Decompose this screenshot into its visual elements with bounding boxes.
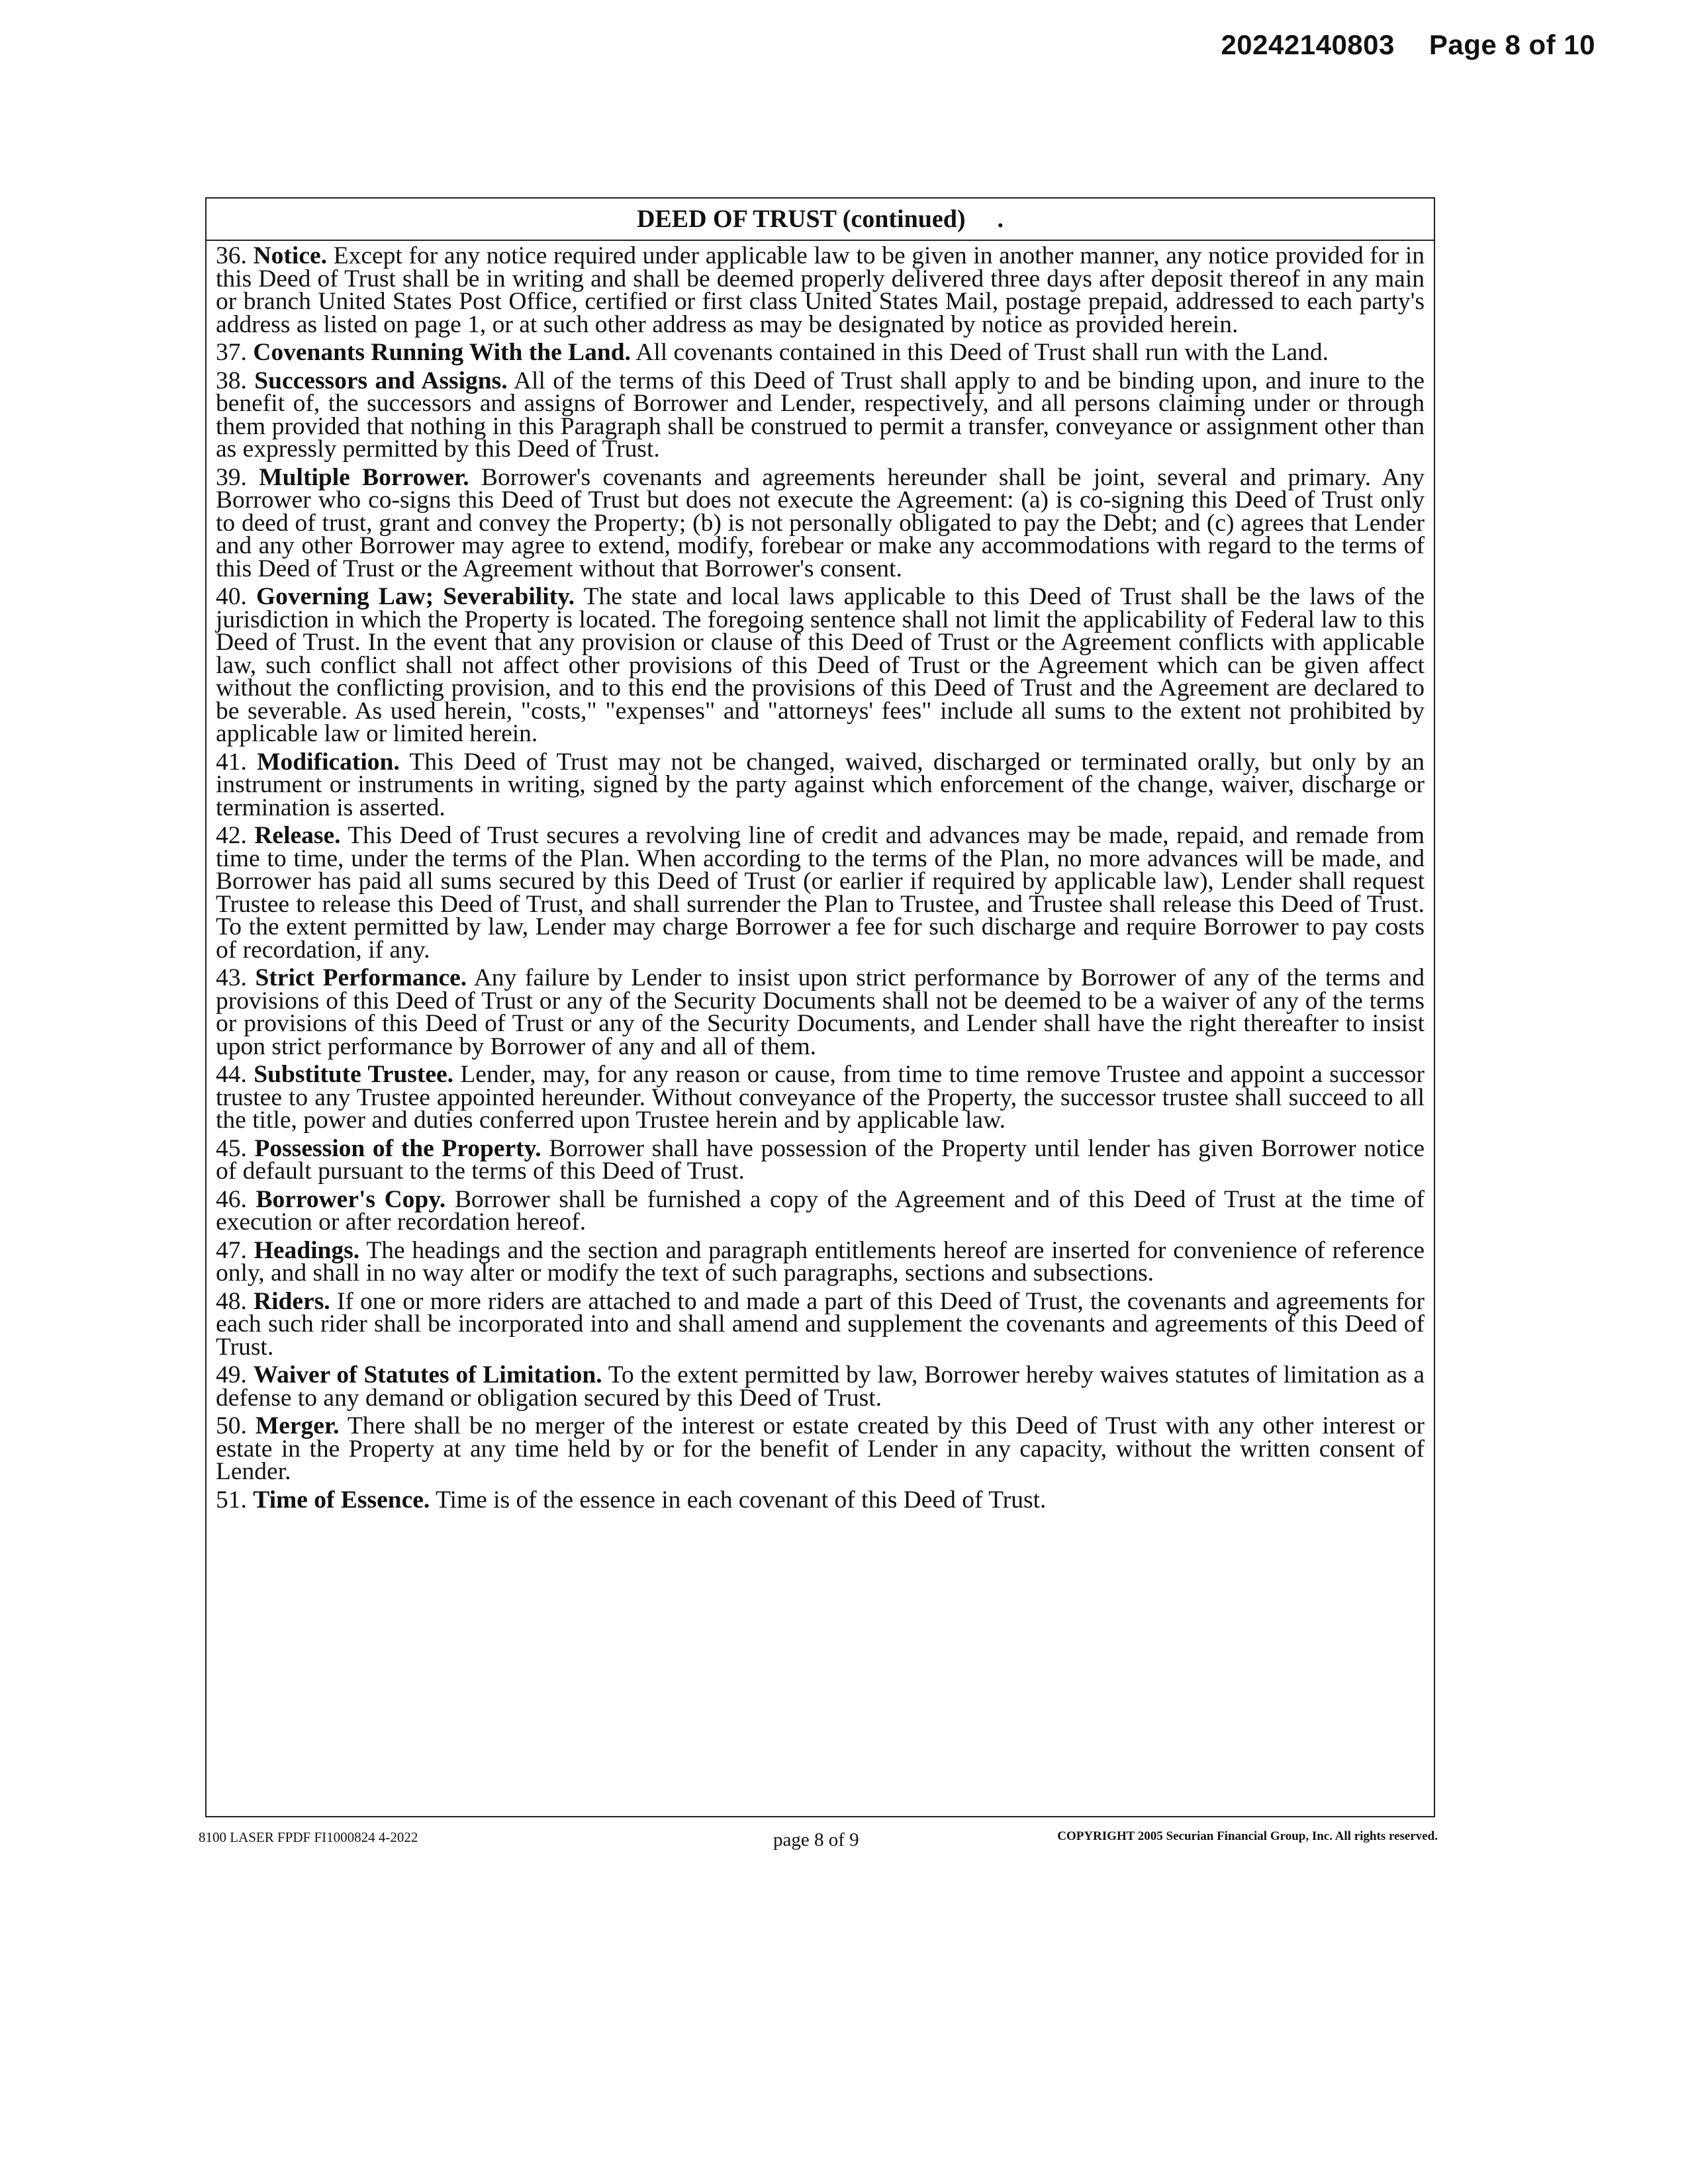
paragraph-number: 42.	[216, 822, 247, 849]
paragraph-text: There shall be no merger of the interest or estate created by this Deed of Trust with any other interest or estate in the Property at any time held by or for the benefit of Lender in any capacity, without the written consent of Lender.	[216, 1412, 1425, 1485]
paragraph-number: 41.	[216, 748, 247, 776]
paragraph-number: 51.	[216, 1486, 247, 1514]
paragraph-heading: Headings.	[254, 1236, 360, 1264]
paragraph-41	[216, 748, 1425, 821]
paragraph-text: Borrower shall be furnished a copy of the Agreement and of this Deed of Trust at the time of execution or after recordation hereof.	[216, 1185, 1425, 1236]
paragraph-text: All of the terms of this Deed of Trust shall apply to and be binding upon, and inure to the benefit of, the successors and assigns of Borrower and Lender, respectively, and all persons claiming under or through them provided that nothing in this Paragraph shall be construed to permit a transfer, conveyance or assignment other than as expressly permitted by this Deed of Trust.	[216, 367, 1425, 463]
copyright-notice: COPYRIGHT 2005 Securian Financial Group, Inc. All rights reserved.	[1057, 1829, 1438, 1843]
paragraph-text: Any failure by Lender to insist upon strict performance by Borrower of any of the terms and provisions of this Deed of Trust or any of the Security Documents shall not be deemed to be a waiver of any of the terms or provisions of this Deed of Trust or any of the Security Documents, and Lender shall have the right thereafter to insist upon strict performance by Borrower of any and all of them.	[216, 964, 1425, 1060]
footer-page-number: page 8 of 9	[773, 1829, 859, 1850]
paragraph-39	[216, 463, 1425, 582]
paragraph-47	[216, 1236, 1425, 1287]
paragraph-text: All covenants contained in this Deed of Trust shall run with the Land.	[635, 339, 1329, 366]
paragraph-40	[216, 583, 1425, 747]
paragraph-heading: Release.	[254, 822, 341, 849]
paragraph-heading: Substitute Trustee.	[254, 1061, 453, 1088]
page-label: Page 8 of 10	[1429, 29, 1595, 60]
paragraph-heading: Modification.	[257, 748, 400, 776]
paragraph-number: 48.	[216, 1287, 247, 1315]
section-title	[207, 199, 1434, 241]
paragraph-number: 40.	[216, 583, 247, 610]
paragraph-44	[216, 1061, 1425, 1134]
paragraph-36	[216, 242, 1425, 338]
paragraph-heading: Waiver of Statutes of Limitation.	[253, 1361, 602, 1388]
paragraph-number: 47.	[216, 1236, 247, 1264]
paragraph-heading: Time of Essence.	[253, 1486, 430, 1514]
paragraph-text: The state and local laws applicable to this Deed of Trust shall be the laws of the jurisdiction in which the Property is located. The foregoing sentence shall not limit the applicability of Federal law to this Deed of Trust. In the event that any provision or clause of this Deed of Trust or the Agreement conflicts with applicable law, such conflict shall not affect other provisions of this Deed of Trust or the Agreement which can be given affect without the conflicting provision, and to this end the provisions of this Deed of Trust and the Agreement are declared to be severable. As used herein, "costs," "expenses" and "attorneys' fees" include all sums to the extent not prohibited by applicable law or limited herein.	[216, 583, 1425, 747]
paragraph-heading: Merger.	[255, 1412, 340, 1439]
paragraph-45	[216, 1134, 1425, 1185]
paragraph-text: To the extent permitted by law, Borrower hereby waives statutes of limitation as a defense to any demand or obligation secured by this Deed of Trust.	[216, 1361, 1425, 1412]
paragraph-heading: Strict Performance.	[255, 964, 467, 991]
paragraph-number: 39.	[216, 463, 247, 491]
paragraph-38	[216, 367, 1425, 463]
paragraph-51	[216, 1486, 1425, 1514]
paragraph-number: 49.	[216, 1361, 247, 1388]
paragraph-text: Borrower's covenants and agreements hereunder shall be joint, several and primary. Any Borrower who co-signs this Deed of Trust but does not execute the Agreement: (a) is co-signing this Deed of Trust only to deed of trust, grant and convey the Property; (b) is not personally obligated to pay the Debt; and (c) agrees that Lender and any other Borrower may agree to extend, modify, forebear or make any accommodations with regard to the terms of this Deed of Trust or the Agreement without that Borrower's consent.	[216, 463, 1425, 582]
form-id: 8100 LASER FPDF FI1000824 4-2022	[199, 1829, 418, 1845]
paragraph-text: Borrower shall have possession of the Property until lender has given Borrower notice of default pursuant to the terms of this Deed of Trust.	[216, 1134, 1425, 1185]
paragraph-43	[216, 964, 1425, 1060]
paragraph-number: 46.	[216, 1185, 247, 1213]
paragraph-text: If one or more riders are attached to and made a part of this Deed of Trust, the covenants and agreements for each such rider shall be incorporated into and shall amend and supplement the covenants and agreements of this Deed of Trust.	[216, 1287, 1425, 1361]
paragraph-heading: Successors and Assigns.	[254, 367, 508, 394]
recording-stamp	[1221, 29, 1595, 61]
paragraph-text: This Deed of Trust secures a revolving line of credit and advances may be made, repaid, and remade from time to time, under the terms of the Plan. When according to the terms of the Plan, no more advances will be made, and Borrower has paid all sums secured by this Deed of Trust (or earlier if required by applicable law), Lender shall request Trustee to release this Deed of Trust, and shall surrender the Plan to Trustee, and Trustee shall release this Deed of Trust. To the extent permitted by law, Lender may charge Borrower a fee for such discharge and require Borrower to pay costs of recordation, if any.	[216, 822, 1425, 964]
title-mark: .	[997, 205, 1004, 233]
paragraph-46	[216, 1185, 1425, 1236]
paragraph-50	[216, 1412, 1425, 1485]
paragraph-number: 36.	[216, 242, 247, 269]
paragraph-text: Except for any notice required under applicable law to be given in another manner, any notice provided for in this Deed of Trust shall be in writing and shall be deemed properly delivered three days after deposit thereof in any main or branch United States Post Office, certified or first class United States Mail, postage prepaid, addressed to each party's address as listed on page 1, or at such other address as may be designated by notice as provided herein.	[216, 242, 1425, 338]
document-number: 20242140803	[1221, 29, 1395, 60]
paragraph-number: 50.	[216, 1412, 247, 1439]
paragraph-number: 45.	[216, 1134, 247, 1162]
paragraph-heading: Borrower's Copy.	[256, 1185, 446, 1213]
paragraph-number: 44.	[216, 1061, 247, 1088]
paragraph-37	[216, 341, 1425, 365]
paragraph-text: Lender, may, for any reason or cause, from time to time remove Trustee and appoint a successor trustee to any Trustee appointed hereunder. Without conveyance of the Property, the successor trustee shall succeed to all the title, power and duties conferred upon Trustee herein and by applicable law.	[216, 1061, 1425, 1134]
deed-of-trust-box	[205, 197, 1435, 1817]
paragraph-heading: Notice.	[253, 242, 327, 269]
paragraph-heading: Riders.	[254, 1287, 330, 1315]
paragraph-text: The headings and the section and paragraph entitlements hereof are inserted for convenience of reference only, and shall in no way alter or modify the text of such paragraphs, sections and subsections.	[216, 1236, 1425, 1287]
paragraph-48	[216, 1287, 1425, 1361]
paragraph-number: 43.	[216, 964, 247, 991]
paragraph-heading: Possession of the Property.	[254, 1134, 541, 1162]
paragraph-heading: Multiple Borrower.	[259, 463, 469, 491]
paragraph-text: Time is of the essence in each covenant of this Deed of Trust.	[435, 1486, 1047, 1514]
paragraph-number: 37.	[216, 339, 247, 366]
paragraph-heading: Covenants Running With the Land.	[253, 339, 631, 366]
paragraph-heading: Governing Law; Severability.	[256, 583, 575, 610]
paragraph-list	[207, 241, 1434, 1512]
paragraph-text: This Deed of Trust may not be changed, waived, discharged or terminated orally, but only by an instrument or instruments in writing, signed by the party against which enforcement of the change, waiver, discharge or termination is asserted.	[216, 748, 1425, 821]
paragraph-49	[216, 1361, 1425, 1412]
section-title-text: DEED OF TRUST (continued)	[636, 205, 966, 233]
paragraph-number: 38.	[216, 367, 247, 394]
paragraph-42	[216, 822, 1425, 964]
